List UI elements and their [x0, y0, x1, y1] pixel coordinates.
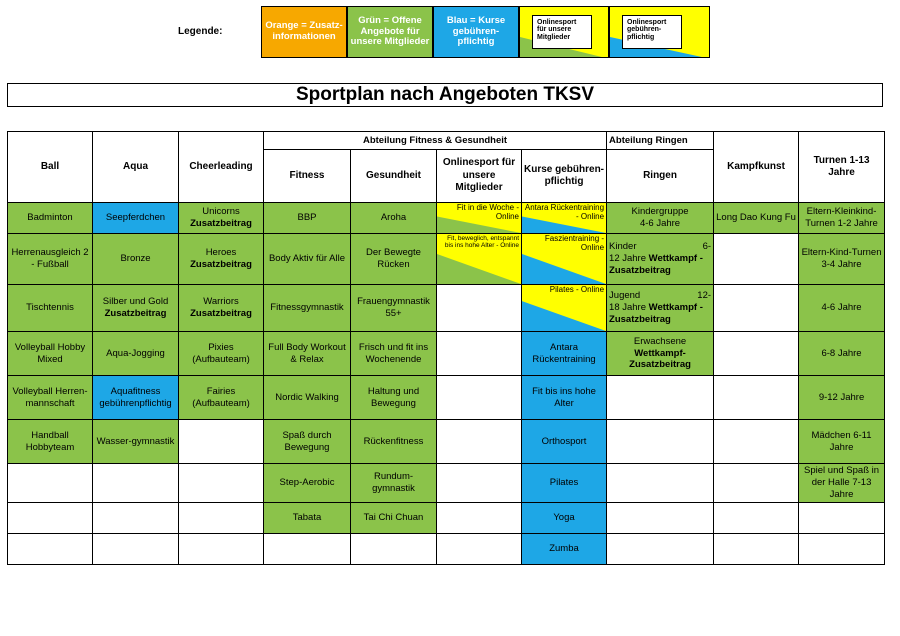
header-aqua: Aqua	[93, 132, 179, 203]
sport-plan-table	[7, 131, 885, 565]
ringen-kinder-b: 6-	[702, 241, 712, 253]
ringen-cell	[607, 203, 714, 234]
ball-cell	[8, 464, 93, 503]
cheer-cell	[179, 464, 264, 503]
gesundheit-cell: Rückenfitness	[351, 420, 437, 464]
gesundheit-cell	[351, 533, 437, 564]
ball-cell: Volleyball Hobby Mixed	[8, 332, 93, 376]
online-cell	[437, 376, 522, 420]
kurse-cell: Yoga	[522, 502, 607, 533]
kampf-cell	[714, 502, 799, 533]
gesundheit-cell: Tai Chi Chuan	[351, 502, 437, 533]
aqua-cell	[93, 502, 179, 533]
ringen-wk-dash: Wettkampf-	[634, 347, 686, 359]
ringen-cell	[607, 285, 714, 332]
cheer-cell	[179, 203, 264, 234]
ringen-kinder-age: 12 Jahre	[609, 253, 647, 265]
aqua-cell	[93, 285, 179, 332]
legend-online-green	[519, 6, 609, 58]
kurse-online-text: Antara Rückentraining - Online	[524, 203, 605, 221]
header-kampfkunst: Kampfkunst	[714, 132, 799, 203]
ball-cell: Handball Hobbyteam	[8, 420, 93, 464]
header-ball: Ball	[8, 132, 93, 203]
turnen-cell: Eltern-Kleinkind-Turnen 1-2 Jahre	[799, 203, 885, 234]
cheer-cell: Pixies (Aufbauteam)	[179, 332, 264, 376]
ringen-cell	[607, 533, 714, 564]
ringen-dash-extra: - Zusatzbeitrag	[609, 302, 703, 325]
kurse-cell: Pilates	[522, 464, 607, 503]
fitness-cell: Tabata	[264, 502, 351, 533]
legend-orange: Orange = Zusatz-informationen	[261, 6, 347, 58]
legend-online-blue	[609, 6, 710, 58]
legend-online-blue-text: Onlinesport gebühren-pflichtig	[622, 15, 682, 49]
online-cell	[437, 502, 522, 533]
online-cell	[437, 533, 522, 564]
kurse-online-text: Pilates - Online	[549, 285, 605, 294]
kampf-cell	[714, 464, 799, 503]
fitness-cell: BBP	[264, 203, 351, 234]
ringen-jugend-age: 18 Jahre	[609, 302, 647, 314]
fitness-cell: Fitnessgymnastik	[264, 285, 351, 332]
cheer-cell	[179, 285, 264, 332]
ringen-jugend-a: Jugend	[609, 290, 641, 302]
kampf-cell	[714, 420, 799, 464]
ball-cell: Badminton	[8, 203, 93, 234]
turnen-cell: Mädchen 6-11 Jahre	[799, 420, 885, 464]
kurse-cell: Antara Rückentraining	[522, 332, 607, 376]
kampf-cell	[714, 376, 799, 420]
ringen-wk: Wettkampf	[648, 302, 698, 314]
cheer-extra: Zusatzbeitrag	[190, 259, 252, 270]
kampf-cell	[714, 234, 799, 285]
kampf-cell	[714, 332, 799, 376]
turnen-cell: 9-12 Jahre	[799, 376, 885, 420]
fitness-cell: Full Body Workout & Relax	[264, 332, 351, 376]
header-ringen: Ringen	[607, 150, 714, 203]
gesundheit-cell: Rundum-gymnastik	[351, 464, 437, 503]
header-kurse: Kurse gebühren-pflichtig	[522, 150, 607, 203]
kurse-online-text: Faszientraining - Online	[544, 234, 605, 252]
aqua-cell: Aquafitness gebührenpflichtig	[93, 376, 179, 420]
ringen-kg-title: Kindergruppe	[631, 206, 689, 218]
ringen-jugend-b: 12-	[697, 290, 712, 302]
turnen-cell: 6-8 Jahre	[799, 332, 885, 376]
aqua-cell	[93, 464, 179, 503]
header-cheerleading: Cheerleading	[179, 132, 264, 203]
fitness-cell: Nordic Walking	[264, 376, 351, 420]
ringen-extra: Zusatzbeitrag	[629, 359, 691, 371]
online-cell	[437, 332, 522, 376]
kampf-cell	[714, 533, 799, 564]
legend-online-green-text: Onlinesport für unsere Mitglieder	[532, 15, 592, 49]
header-fitness: Fitness	[264, 150, 351, 203]
aqua-cell: Bronze	[93, 234, 179, 285]
kurse-online-cell	[522, 234, 607, 285]
ball-cell: Volleyball Herren-mannschaft	[8, 376, 93, 420]
aqua-extra: Zusatzbeitrag	[104, 308, 167, 319]
turnen-cell: Spiel und Spaß in der Halle 7-13 Jahre	[799, 464, 885, 503]
fitness-cell: Step-Aerobic	[264, 464, 351, 503]
legend-blue: Blau = Kurse gebühren-pflichtig	[433, 6, 519, 58]
ball-cell	[8, 502, 93, 533]
gesundheit-cell: Frauengymnastik 55+	[351, 285, 437, 332]
turnen-cell: 4-6 Jahre	[799, 285, 885, 332]
cheer-cell	[179, 533, 264, 564]
header-turnen: Turnen 1-13 Jahre	[799, 132, 885, 203]
ringen-kinder-a: Kinder	[609, 241, 637, 253]
aqua-name: Silber und Gold	[102, 296, 169, 308]
online-text: Fit, beweglich, entspannt bis ins hohe Alter - Online	[444, 235, 519, 250]
gesundheit-cell: Der Bewegte Rücken	[351, 234, 437, 285]
ringen-wk: Wettkampf	[648, 253, 698, 265]
ball-cell: Tischtennis	[8, 285, 93, 332]
ringen-cell	[607, 234, 714, 285]
online-cell	[437, 420, 522, 464]
kampf-cell: Long Dao Kung Fu	[714, 203, 799, 234]
aqua-cell: Seepferdchen	[93, 203, 179, 234]
online-cell	[437, 234, 522, 285]
cheer-name: Heroes	[205, 247, 237, 259]
ringen-cell	[607, 332, 714, 376]
ringen-cell	[607, 376, 714, 420]
aqua-cell	[93, 533, 179, 564]
turnen-cell: Eltern-Kind-Turnen 3-4 Jahre	[799, 234, 885, 285]
ball-cell: Herrenausgleich 2 - Fußball	[8, 234, 93, 285]
legend-green: Grün = Offene Angebote für unsere Mitglieder	[347, 6, 433, 58]
kurse-cell: Orthosport	[522, 420, 607, 464]
cheer-name: Unicorns	[202, 206, 240, 218]
cheer-cell	[179, 420, 264, 464]
ringen-kg-age: 4-6 Jahre	[639, 218, 681, 229]
online-text: Fit in die Woche - Online	[456, 203, 519, 221]
online-cell	[437, 285, 522, 332]
online-cell	[437, 203, 522, 234]
kampf-cell	[714, 285, 799, 332]
header-gesundheit: Gesundheit	[351, 150, 437, 203]
gesundheit-cell: Aroha	[351, 203, 437, 234]
page-title: Sportplan nach Angeboten TKSV	[7, 83, 883, 107]
legend-label: Legende:	[178, 26, 223, 37]
fitness-cell	[264, 533, 351, 564]
cheer-cell	[179, 234, 264, 285]
kurse-cell: Fit bis ins hohe Alter	[522, 376, 607, 420]
gesundheit-cell: Frisch und fit ins Wochenende	[351, 332, 437, 376]
group-ringen: Abteilung Ringen	[607, 132, 714, 150]
ball-cell	[8, 533, 93, 564]
ringen-erw: Erwachsene	[633, 335, 687, 347]
group-fitness-gesundheit: Abteilung Fitness & Gesundheit	[264, 132, 607, 150]
header-onlinesport: Onlinesport für unsere Mitglieder	[437, 150, 522, 203]
cheer-extra: Zusatzbeitrag	[190, 308, 252, 319]
turnen-cell	[799, 533, 885, 564]
fitness-cell: Body Aktiv für Alle	[264, 234, 351, 285]
kurse-online-cell	[522, 203, 607, 234]
aqua-cell: Wasser-gymnastik	[93, 420, 179, 464]
ringen-cell	[607, 420, 714, 464]
kurse-online-cell	[522, 285, 607, 332]
cheer-cell: Fairies (Aufbauteam)	[179, 376, 264, 420]
ringen-cell	[607, 464, 714, 503]
online-cell	[437, 464, 522, 503]
aqua-cell: Aqua-Jogging	[93, 332, 179, 376]
ringen-cell	[607, 502, 714, 533]
cheer-cell	[179, 502, 264, 533]
turnen-cell	[799, 502, 885, 533]
cheer-name: Warriors	[203, 296, 239, 308]
gesundheit-cell: Haltung und Bewegung	[351, 376, 437, 420]
fitness-cell: Spaß durch Bewegung	[264, 420, 351, 464]
kurse-cell: Zumba	[522, 533, 607, 564]
cheer-extra: Zusatzbeitrag	[190, 218, 252, 229]
ringen-dash-extra: - Zusatzbeitrag	[609, 253, 703, 276]
